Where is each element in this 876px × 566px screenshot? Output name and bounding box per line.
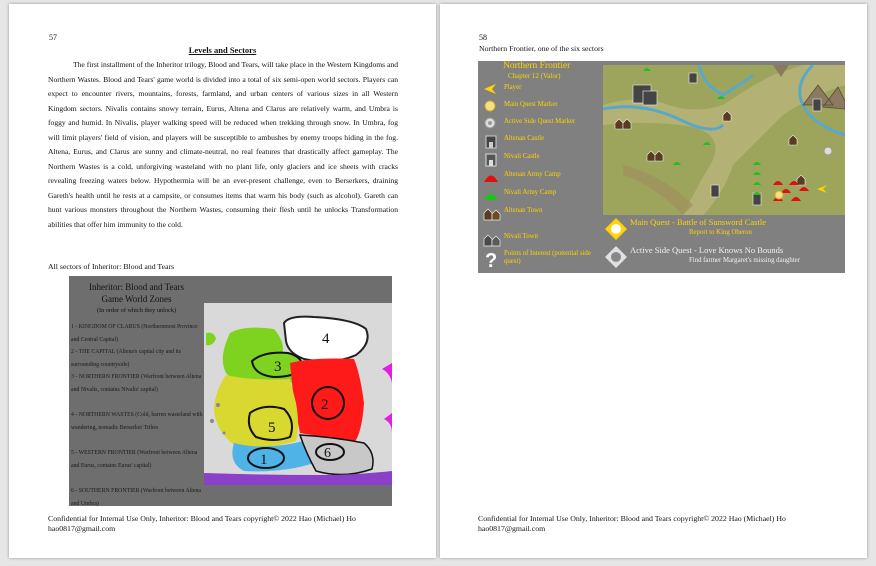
footer-copyright: Confidential for Internal Use Only, Inheritor: Blood and Tears copyright© 2022 Hao (Michael) Ho [478,514,786,523]
zones-title-line2: Game World Zones [101,294,172,304]
main-quest-marker-icon [482,99,498,113]
legend-label: Nivali Castle [504,153,540,160]
zone-item-4: 4 - NORTHERN WASTES (Cold, barren wasteland with wandering, nomadic Berserker Tribes [71,412,203,431]
figure-caption: Northern Frontier, one of the six sectors [479,44,604,53]
zone-label-6: 6 [324,446,331,461]
legend-label: Nivali Town [504,233,538,240]
footer-email: hao0817@gmail.com [48,524,116,533]
points-of-interest-icon [482,249,500,271]
zones-title-line1: Inheritor: Blood and Tears [89,282,184,292]
side-quest-detail: Find farmer Margaret's missing daughter [689,257,800,264]
legend-label: Nivali Army Camp [504,189,557,196]
zones-map-graphic [204,303,392,485]
legend-label: Player [504,84,522,91]
zone-item-5: 5 - WESTERN FRONTIER (Warfront between Altena and Eurus, contains Eurus' capital) [71,450,198,469]
page-footer [48,514,428,534]
legend-label: Altenan Castle [504,135,545,142]
legend-label: Altenan Town [504,207,543,214]
zones-subtitle: (In order of which they unlock) [96,307,177,314]
zones-map [204,303,392,485]
section-heading: Levels and Sectors [188,45,257,55]
zone-label-3: 3 [274,359,282,375]
zone-item-2: 2 - THE CAPITAL (Altena's capital city and its surrounding countryside) [71,349,182,368]
footer-email: hao0817@gmail.com [478,524,546,533]
frontier-title: Northern Frontier [503,61,571,71]
document-page-57 [9,4,436,558]
zone-item-1: 1 - KINGDOM OF CLARUS (Northernmost Province and Central Capital) [71,324,198,343]
game-world-zones-figure [69,276,392,506]
legend-label: Main Quest Marker [504,101,558,108]
main-quest-banner [604,217,844,245]
main-quest-detail: Report to King Oberon [689,229,752,236]
page-number: 57 [49,33,57,42]
main-quest-marker-icon [604,217,628,241]
frontier-map-graphic [603,65,845,215]
legend-label: Points of Interest (potential side quest) [504,250,591,265]
footer-copyright: Confidential for Internal Use Only, Inheritor: Blood and Tears copyright© 2022 Hao (Michael) Ho [48,514,356,523]
zone-item-3: 3 - NORTHERN FRONTIER (Warfront between Altena and Nivalis, contains Nivalis' capital) [71,374,202,393]
svg-text:?: ? [485,250,498,271]
side-quest-marker-icon [604,245,628,269]
body-paragraph: The first installment of the Inheritor trilogy, Blood and Tears, will take place in the Western Kingdoms and Northern Wastes. Blood and Tears' game world is divided into a total of six semi-open world sectors. Players can expect to encounter rivers, mountains, forests, farmland, and urban centers of various sizes in all Western Kingdom sectors. Nivalis contains snowy terrain, Eurus, Altena and Clarus are relatively warm, and Umbra is foggy and humid. In Nivalis, player walking speed will be reduced when trekking through snow. In Umbra, fog will limit players' field of vision, and players will be susceptible to ambushes by enemy troops hiding in the fog. Altena, Eurus, and Clarus are sunny and climate-neutral, no real features that drastically affect gameplay. The Northern Wastes is a cold, unforgiving wasteland with no plant life, only glaciers and ice sheets with cracks revealing freezing waters below. Hypothermia will be an ever-present challenge, even to Berserkers, draining Gareth's health until he rests at a campsite, or consumes items that warm his body (such as alcohol). Gareth can hunt various monsters throughout the Northern Wastes, consuming their flesh until he unlocks Transformation abilities that offer him immunity to the cold. [48,60,398,229]
main-quest-title: Main Quest - Battle of Sunsword Castle [630,217,766,227]
zone-label-1: 1 [260,452,268,468]
zone-label-4: 4 [322,331,330,347]
nivali-castle-icon [482,151,500,167]
zone-label-5: 5 [268,420,276,436]
page-footer [478,514,858,534]
side-quest-banner [604,245,844,273]
page-number: 58 [479,33,487,42]
figure-caption: All sectors of Inheritor: Blood and Tears [48,262,175,271]
northern-frontier-figure [478,61,845,273]
frontier-subtitle: Chapter 12 (Valor) [508,72,561,80]
side-quest-title: Active Side Quest - Love Knows No Bounds [630,245,784,255]
zone-label-2: 2 [321,397,329,413]
document-page-58 [440,4,867,558]
nivali-town-icon [482,231,502,247]
altenan-army-camp-icon [482,169,500,183]
altenan-town-icon [482,205,502,221]
zone-item-6: 6 - SOUTHERN FRONTIER (Warfront between Altena and Umbra) [71,488,201,507]
northern-frontier-map [603,65,845,215]
legend-label: Altenan Army Camp [504,171,561,178]
side-quest-marker-icon [482,116,498,130]
player-arrow-icon [482,82,498,96]
zones-legend [69,276,204,506]
nivali-army-camp-icon [482,187,500,201]
legend-label: Active Side Quest Marker [504,118,576,125]
altenan-castle-icon [482,133,500,149]
